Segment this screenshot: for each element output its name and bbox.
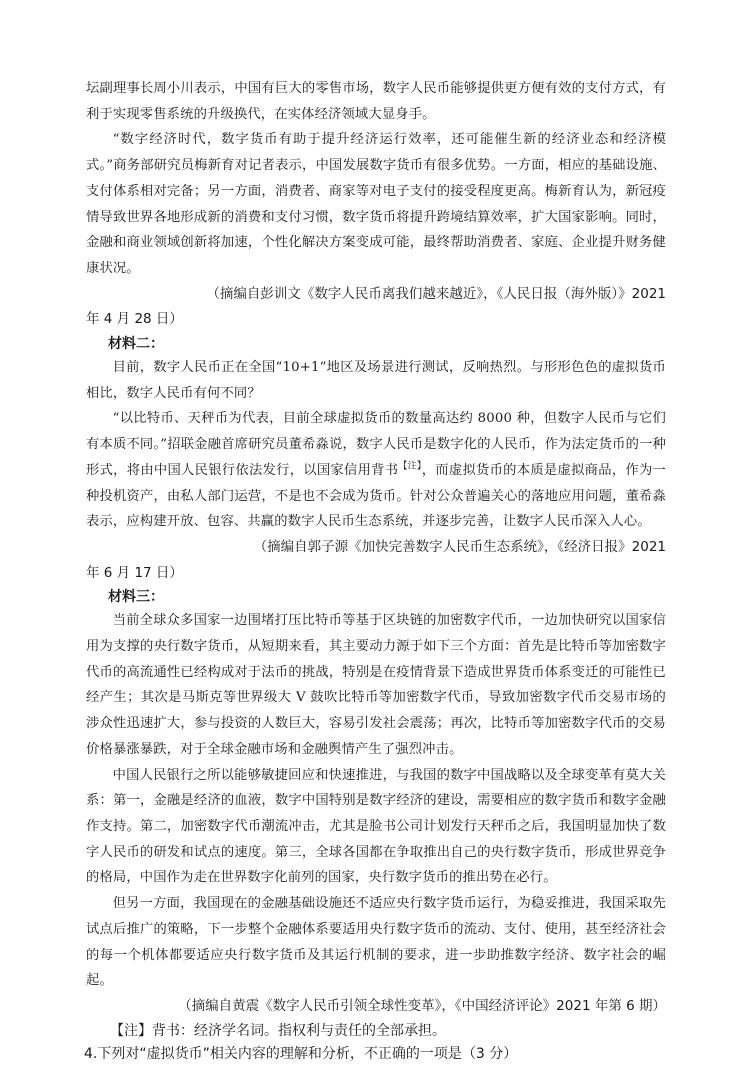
footnote: 【注】背书：经济学名词。指权利与责任的全部承担。: [110, 1022, 446, 1039]
question-4: 4.下列对“虚拟货币”相关内容的理解和分析，不正确的一项是（3 分）: [84, 1045, 518, 1062]
paragraph-material-2b-text-2: ，而虚拟货币的本质是虚拟商品，作为一种投机资产，由私人部门运营，不是也不会成为货币。针对公众普遍关心的落地应用问题，董希淼表示，应构建开放、包容、共赢的数字人民币生态系统，并逐步完善，让数字人民币深入人心。: [86, 462, 667, 530]
paragraph-material-2a: 目前，数字人民币正在全国“10+1”地区及场景进行测试，反响热烈。与形形色色的虚拟货币相比，数字人民币有何不同？: [86, 360, 666, 401]
source-citation-2-tail: 年 6 月 17 日）: [86, 564, 183, 581]
paragraph-material-3a: 当前全球众多国家一边围堵打压比特币等基于区块链的加密数字代币，一边加快研究以国家信用为支撑的央行数字货币，从短期来看，其主要动力源于如下三个方面：首先是比特币等加密数字代币的高流通性已经构成对于法币的挑战，特别是在疫情背景下造成世界货币体系变迁的可能性已经产生；其次是马斯克等世界级大 V 鼓吹比特币等加密数字代币，导致加密数字代币交易市场的涉众性迅速扩大，参与投资的人数巨大，容易引发社会震荡；再次，比特币等加密数字代币的交易价格暴涨暴跌，对于全球金融市场和金融舆情产生了强烈冲击。: [86, 613, 666, 757]
source-citation-1-tail: 年 4 月 28 日）: [86, 311, 183, 328]
source-citation-2: [86, 535, 666, 586]
paragraph-material-2b-text-1: “以比特币、天秤币为代表，目前全球虚拟货币的数量高达约 8000 种，但数字人民币与它们有本质不同。”招联金融首席研究员董希淼说，数字人民币是数字化的人民币，作为法定货币的一种形式，将由中国人民银行依法发行，以国家信用背书: [86, 411, 666, 478]
material-2-heading: 材料二：: [108, 336, 164, 353]
source-citation-1-main: （摘编自彭训文《数字人民币离我们越来越近》，《人民日报（海外版）》2021: [206, 285, 666, 302]
material-3-heading: 材料三：: [108, 589, 164, 606]
source-citation-3-main: （摘编自黄震《数字人民币引领全球性变革》，《中国经济评论》2021 年第 6 期）: [178, 997, 666, 1014]
source-citation-1: [86, 282, 666, 333]
paragraph-material-1: “数字经济时代，数字货币有助于提升经济运行效率，还可能催生新的经济业态和经济模式。”商务部研究员梅新育对记者表示，中国发展数字货币有很多优势。一方面，相应的基础设施、支付体系相对完备；另一方面，消费者、商家等对电子支付的接受程度更高。梅新育认为，新冠疫情导致世界各地形成新的消费和支付习惯，数字货币将提升跨境结算效率，扩大国家影响。同时，金融和商业领域创新将加速，个性化解决方案变成可能，最终帮助消费者、家庭、企业提升财务健康状况。: [86, 132, 666, 276]
footnote-marker: 【注】: [398, 461, 422, 472]
paragraph-material-3c: 但另一方面，我国现在的金融基础设施还不适应央行数字货币运行，为稳妥推进，我国采取先试点后推广的策略，下一步整个金融体系要适用央行数字货币的流动、支付、使用，甚至经济社会的每一个机体都要适应央行数字货币及其运行机制的要求，进一步助推数字经济、数字社会的崛起。: [86, 896, 666, 989]
source-citation-2-main: （摘编自郭子源《加快完善数字人民币生态系统》，《经济日报》2021: [253, 538, 666, 555]
paragraph-material-2b: [86, 406, 666, 535]
paragraph-continued: 坛副理事长周小川表示，中国有巨大的零售市场，数字人民币能够提供更方便有效的支付方式，有利于实现零售系统的升级换代，在实体经济领域大显身手。: [86, 81, 666, 122]
paragraph-material-3b: 中国人民银行之所以能够敏捷回应和快速推进，与我国的数字中国战略以及全球变革有莫大关系：第一，金融是经济的血液，数字中国特别是数字经济的建设，需要相应的数字货币和数字金融作支持。第二，加密数字代币潮流冲击，尤其是脸书公司计划发行天秤币之后，我国明显加快了数字人民币的研发和试点的速度。第三，全球各国都在争取推出自己的央行数字货币，形成世界竞争的格局，中国作为走在世界数字化前列的国家，央行数字货币的推出势在必行。: [86, 767, 666, 886]
document-body: [86, 76, 666, 1066]
source-citation-3: [86, 994, 666, 1020]
